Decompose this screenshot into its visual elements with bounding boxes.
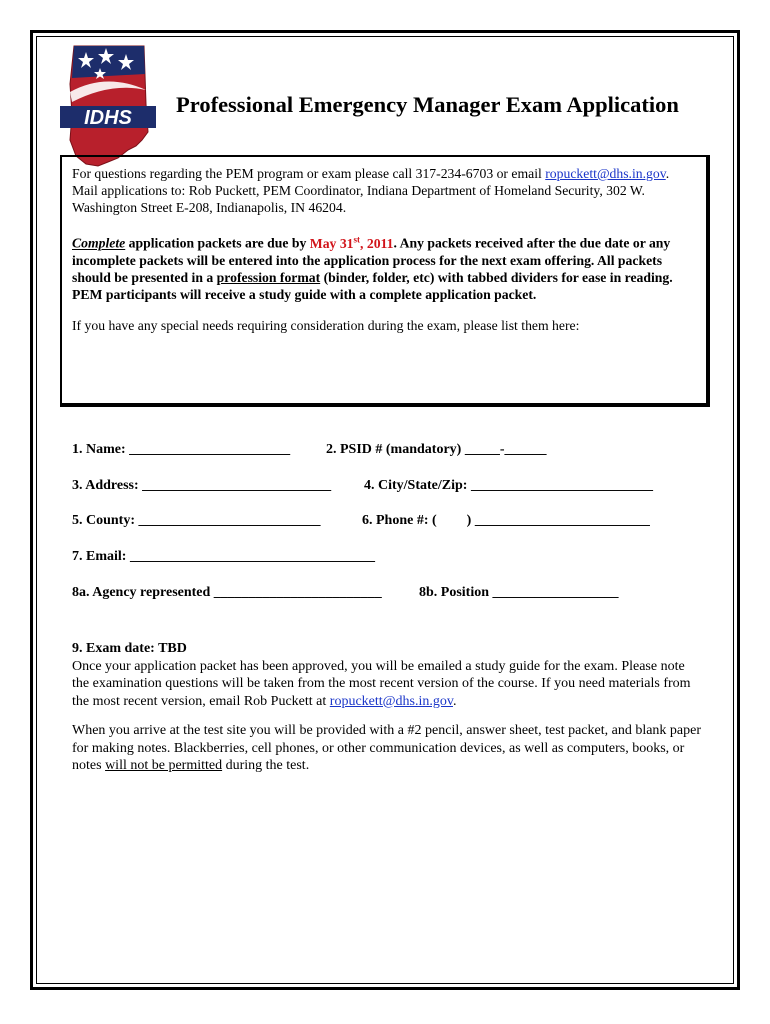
address-field[interactable]: 3. Address: ___________________________: [72, 478, 332, 493]
due-date-paragraph: [72, 231, 696, 303]
due-date: May 31st, 2011: [309, 234, 394, 251]
instructions-box: [60, 155, 710, 407]
phone-field[interactable]: 6. Phone #: ( ) _________________________: [362, 513, 650, 528]
mail-address-text: Mail applications to: Rob Puckett, PEM Coordinator, Indiana Department of Homeland Security, 302 W. Washington Street E-208, Indianapolis, IN 46204.: [72, 183, 645, 215]
contact-text: For questions regarding the PEM program or exam please call 317-234-6703 or email: [72, 166, 546, 181]
due-text-3: (binder, folder, etc) with tabbed dividers for ease in reading. PEM participants will receive a study guide with a complete application packet.: [72, 269, 673, 302]
agency-field[interactable]: 8a. Agency represented ________________________: [72, 585, 382, 600]
exam-date-heading: 9. Exam date: TBD: [72, 641, 187, 656]
email-field[interactable]: 7. Email: ___________________________________: [72, 549, 375, 564]
exam-info-section: [72, 640, 702, 775]
profession-format-text: profession format: [216, 269, 321, 285]
due-text-1: application packets are due by: [125, 235, 310, 251]
psid-field[interactable]: 2. PSID # (mandatory) _____-______: [326, 442, 547, 457]
special-needs-prompt: If you have any special needs requiring consideration during the exam, please list them here:: [72, 317, 580, 333]
exam-paragraph-2: When you arrive at the test site you will be provided with a #2 pencil, answer sheet, test packet, and blank paper for making notes. Blackberries, cell phones, or other communication devices, as well as computers, books, or notes will not be permitted during the test.: [72, 723, 702, 773]
idhs-logo: [56, 44, 156, 170]
complete-word: Complete: [72, 235, 126, 251]
page-title: Professional Emergency Manager Exam Application: [176, 92, 679, 117]
contact-suffix: .: [665, 166, 670, 181]
logo-text: IDHS: [84, 107, 132, 129]
county-field[interactable]: 5. County: __________________________: [72, 513, 321, 528]
due-text-2: . Any packets received after the due date or any incomplete packets will be entered into the application process for the next exam offering. All packets should be presented in a: [72, 235, 671, 285]
contact-paragraph: [72, 165, 696, 216]
not-permitted-text: will not be permitted: [105, 758, 223, 773]
exam-paragraph-1: Once your application packet has been approved, you will be emailed a study guide for the exam. Please note the examination questions will be taken from the most recent version of the course. If you need materials from the most recent version, email Rob Puckett at ropuckett@dhs.in.gov.: [72, 658, 691, 709]
position-field[interactable]: 8b. Position __________________: [419, 585, 619, 600]
contact-email-link[interactable]: ropuckett@dhs.in.gov: [545, 166, 666, 181]
city-state-zip-field[interactable]: 4. City/State/Zip: __________________________: [364, 478, 653, 493]
name-field[interactable]: 1. Name: _______________________: [72, 442, 291, 457]
exam-email-link[interactable]: ropuckett@dhs.in.gov: [329, 693, 453, 709]
